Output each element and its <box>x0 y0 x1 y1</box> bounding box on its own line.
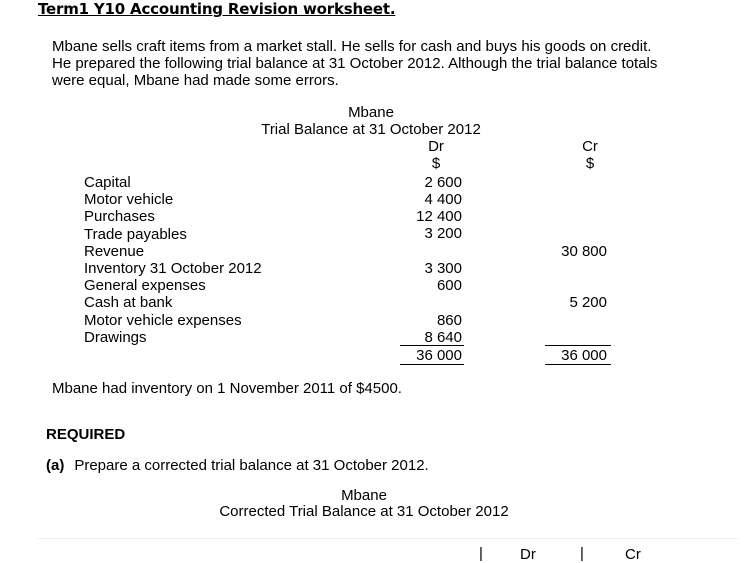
dr-amount-motor-vehicle-expenses: 860 <box>436 312 462 329</box>
required-heading: REQUIRED <box>46 426 126 443</box>
account-label-cash-at-bank: Cash at bank <box>84 294 173 311</box>
account-label-capital: Capital <box>84 174 131 191</box>
account-label-revenue: Revenue <box>84 243 145 260</box>
cr-currency-symbol: $ <box>585 155 595 172</box>
trial-balance-heading: Trial Balance at 31 October 2012 <box>261 121 481 138</box>
column-separator: | <box>479 545 483 562</box>
corrected-cr-header: Cr <box>625 546 641 563</box>
dr-column-header: Dr <box>428 138 444 155</box>
intro-line: Mbane sells craft items from a market stall. He sells for cash and buys his goods on credit. <box>52 38 652 55</box>
cr-total-underline <box>545 364 611 365</box>
dr-amount-trade-payables: 3 200 <box>424 225 462 242</box>
cr-amount-revenue: 30 800 <box>561 243 607 260</box>
dr-amount-motor-vehicle: 4 400 <box>424 191 462 208</box>
dr-total-underline <box>400 364 464 365</box>
question-part-a <box>46 457 429 474</box>
account-label-purchases: Purchases <box>84 208 155 225</box>
dr-currency-symbol: $ <box>431 155 441 172</box>
dr-amount-inventory: 3 300 <box>424 260 462 277</box>
inventory-note: Mbane had inventory on 1 November 2011 of $4500. <box>52 380 402 397</box>
corrected-heading: Corrected Trial Balance at 31 October 2012 <box>219 503 509 520</box>
corrected-dr-header: Dr <box>520 546 536 563</box>
account-label-motor-vehicle: Motor vehicle <box>84 191 174 208</box>
account-label-inventory: Inventory 31 October 2012 <box>84 260 262 277</box>
intro-paragraph <box>52 38 742 89</box>
column-separator: | <box>580 545 584 562</box>
account-label-motor-vehicle-expenses: Motor vehicle expenses <box>84 312 242 329</box>
account-label-trade-payables: Trade payables <box>84 226 187 243</box>
dr-amount-drawings: 8 640 <box>424 329 462 346</box>
intro-line: were equal, Mbane had made some errors. <box>52 72 339 89</box>
cr-total: 36 000 <box>561 347 607 364</box>
account-label-general-expenses: General expenses <box>84 277 206 294</box>
dr-total-rule <box>400 345 464 346</box>
part-label: (a) <box>46 457 65 474</box>
trial-balance-name: Mbane <box>348 104 394 121</box>
dr-amount-purchases: 12 400 <box>416 208 462 225</box>
cr-total-rule <box>545 345 611 346</box>
cr-amount-cash-at-bank: 5 200 <box>569 294 607 311</box>
dr-total: 36 000 <box>416 347 462 364</box>
section-divider <box>38 538 738 539</box>
account-label-drawings: Drawings <box>84 329 147 346</box>
worksheet-title: Term1 Y10 Accounting Revision worksheet. <box>38 0 396 18</box>
intro-line: He prepared the following trial balance at 31 October 2012. Although the trial balance totals <box>52 55 658 72</box>
dr-amount-capital: 2 600 <box>424 174 462 191</box>
part-text: Prepare a corrected trial balance at 31 October 2012. <box>74 457 429 474</box>
dr-amount-general-expenses: 600 <box>436 277 462 294</box>
cr-column-header: Cr <box>582 138 598 155</box>
corrected-name: Mbane <box>341 487 387 504</box>
